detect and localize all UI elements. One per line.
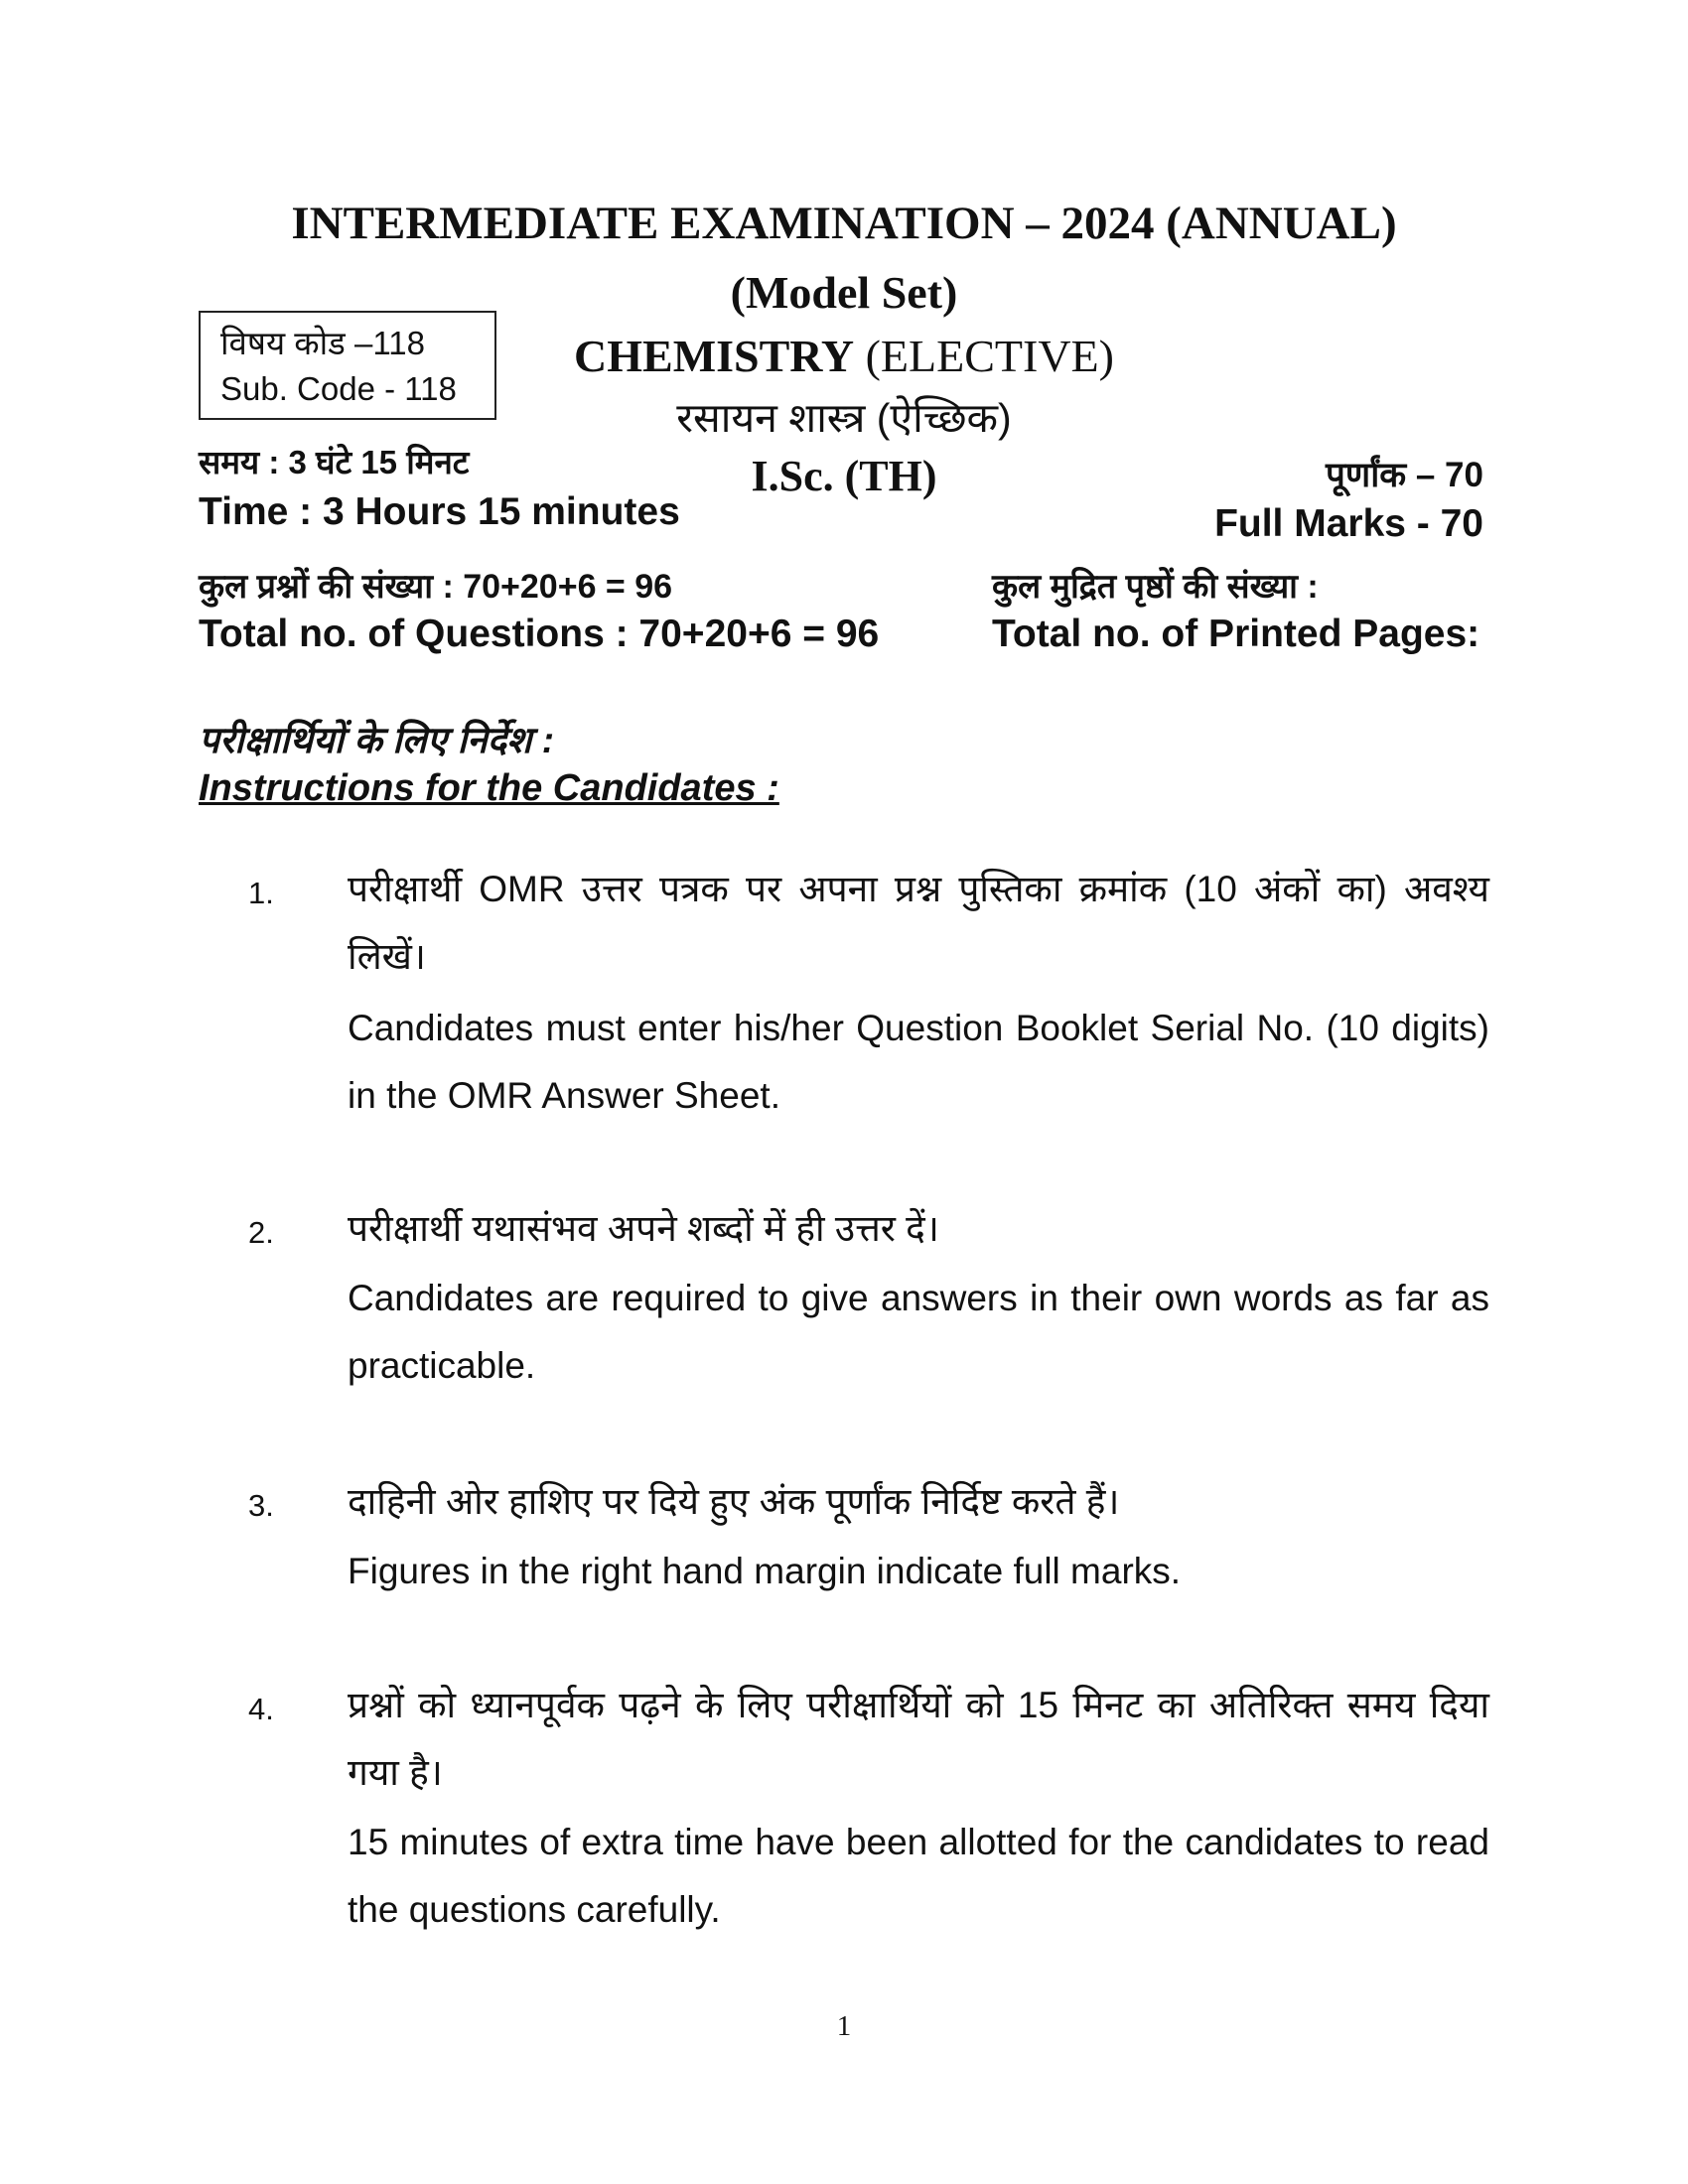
- subject-name-rest: (ELECTIVE): [854, 331, 1114, 381]
- exam-subtitle: (Model Set): [730, 267, 958, 318]
- instruction-hindi: परीक्षार्थी OMR उत्तर पत्रक पर अपना प्रश्न पुस्तिका क्रमांक (10 अंकों का) अवश्य लिखें।: [348, 869, 1489, 977]
- page-number: 1: [836, 2010, 852, 2042]
- full-marks-english: Full Marks - 70: [1214, 502, 1483, 545]
- instruction-number: 4.: [248, 1692, 274, 1726]
- subject-code-english: Sub. Code - 118: [220, 370, 457, 407]
- subject-name-hindi: रसायन शास्त्र (ऐच्छिक): [676, 395, 1012, 441]
- time-hindi: समय : 3 घंटे 15 मिनट: [199, 444, 470, 480]
- printed-pages-hindi: कुल मुद्रित पृष्ठों की संख्या :: [992, 568, 1319, 606]
- exam-title: INTERMEDIATE EXAMINATION – 2024 (ANNUAL): [291, 198, 1397, 249]
- total-questions-hindi: कुल प्रश्नों की संख्या : 70+20+6 = 96: [199, 568, 673, 606]
- stream-label: I.Sc. (TH): [751, 452, 937, 500]
- total-questions-english: Total no. of Questions : 70+20+6 = 96: [199, 613, 880, 655]
- instruction-number: 3.: [248, 1488, 274, 1523]
- instruction-number: 2.: [248, 1215, 274, 1250]
- subject-name: [0, 330, 1688, 382]
- instruction-hindi: प्रश्नों को ध्यानपूर्वक पढ़ने के लिए परीक्षार्थियों को 15 मिनट का अतिरिक्त समय दिया गया है।: [348, 1685, 1489, 1793]
- instruction-english: 15 minutes of extra time have been allotted for the candidates to read the questions carefully.: [348, 1822, 1489, 1930]
- instruction-number: 1.: [248, 876, 274, 910]
- instruction-hindi: परीक्षार्थी यथासंभव अपने शब्दों में ही उत्तर दें।: [348, 1208, 939, 1249]
- instruction-english: Figures in the right hand margin indicate full marks.: [348, 1551, 1182, 1591]
- instructions-heading-hindi: परीक्षार्थियों के लिए निर्देश :: [199, 720, 555, 760]
- instruction-hindi: दाहिनी ओर हाशिए पर दिये हुए अंक पूर्णांक निर्दिष्ट करते हैं।: [348, 1481, 1120, 1522]
- full-marks-hindi: पूर्णांक – 70: [1326, 456, 1483, 494]
- instruction-english: Candidates must enter his/her Question Booklet Serial No. (10 digits) in the OMR Answer Sheet.: [348, 1008, 1489, 1116]
- subject-code-hindi: विषय कोड –118: [220, 325, 425, 361]
- subject-name-bold: CHEMISTRY: [574, 331, 855, 381]
- instructions-heading-english: Instructions for the Candidates :: [199, 767, 779, 809]
- instruction-english: Candidates are required to give answers in their own words as far as practicable.: [348, 1278, 1489, 1386]
- time-english: Time : 3 Hours 15 minutes: [199, 490, 680, 533]
- printed-pages-english: Total no. of Printed Pages:: [992, 613, 1480, 655]
